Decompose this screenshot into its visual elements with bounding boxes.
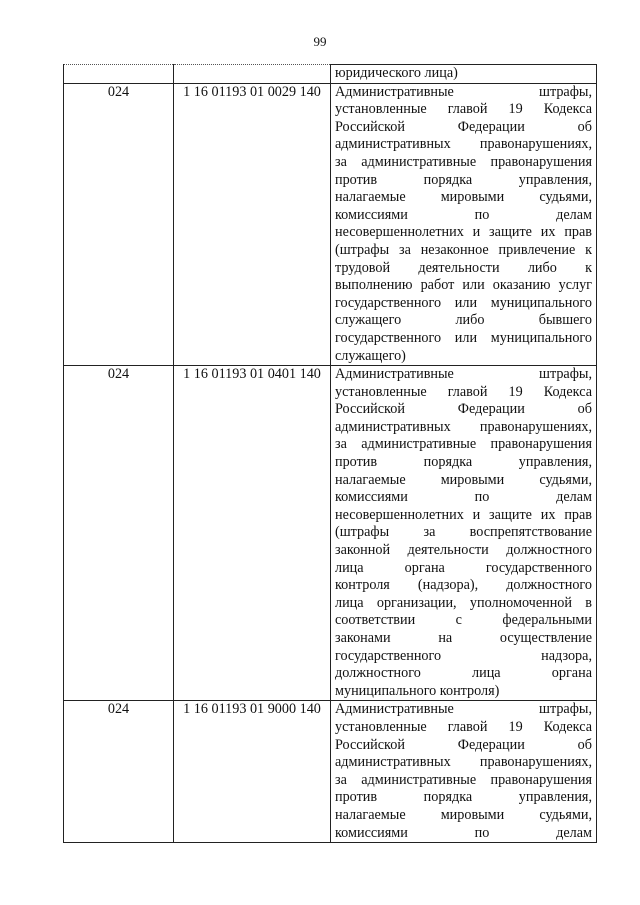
description-line: установленные главой 19 Кодекса [335, 101, 592, 118]
admin-code-cell: 024 [64, 366, 174, 701]
description-line: служащего либо бывшего [335, 312, 592, 329]
table-row [64, 701, 597, 843]
description-line: против порядка управления, [335, 789, 592, 806]
description-line: законами на осуществление [335, 630, 592, 646]
description-line: за административные правонарушения [335, 771, 592, 788]
description-line: административных правонарушениях, [335, 754, 592, 771]
description-line: административных правонарушениях, [335, 418, 592, 435]
description-line: (штрафы за воспрепятствование [335, 524, 592, 541]
table-row [64, 366, 597, 701]
description-line: Административные штрафы, [335, 366, 592, 383]
description-cell [331, 65, 597, 84]
description-line: лица организации, уполномоченной в [335, 594, 592, 611]
kbk-code-cell: 1 16 01193 01 9000 140 [174, 701, 331, 843]
admin-code-cell [64, 65, 174, 84]
description-cell [331, 83, 597, 366]
description-line: Российской Федерации об [335, 118, 592, 135]
description-line: государственного или муниципального [335, 294, 592, 311]
description-line: законной деятельности должностного [335, 542, 592, 559]
description-line: контроля (надзора), должностного [335, 577, 592, 594]
description-line: против порядка управления, [335, 171, 592, 188]
description-line: государственного или муниципального [335, 329, 592, 346]
description-line: комиссиями по делам [335, 206, 592, 223]
description-line: за административные правонарушения [335, 153, 592, 170]
description-line: несовершеннолетних и защите их прав [335, 506, 592, 523]
description-line: соответствии с федеральными [335, 612, 592, 629]
description-line: налагаемые мировыми судьями, [335, 471, 592, 488]
description-line: установленные главой 19 Кодекса [335, 718, 592, 735]
admin-code-cell: 024 [64, 701, 174, 843]
description-line: налагаемые мировыми судьями, [335, 189, 592, 206]
budget-classification-table [63, 64, 597, 843]
description-line: юридического лица) [335, 65, 458, 81]
description-line: установленные главой 19 Кодекса [335, 383, 592, 400]
description-line: (штрафы за незаконное привлечение к [335, 241, 592, 258]
table-row [64, 83, 597, 366]
description-line: против порядка управления, [335, 454, 592, 471]
page-number: 99 [313, 34, 327, 49]
description-line: комиссиями по делам [335, 824, 592, 841]
kbk-code-cell [174, 65, 331, 84]
description-line: налагаемые мировыми судьями, [335, 806, 592, 823]
description-line: административных правонарушениях, [335, 136, 592, 153]
description-line: лица органа государственного [335, 559, 592, 576]
description-cell [331, 366, 597, 701]
description-line: несовершеннолетних и защите их прав [335, 224, 592, 241]
description-line: трудовой деятельности либо к [335, 259, 592, 276]
kbk-code-cell: 1 16 01193 01 0401 140 [174, 366, 331, 701]
description-cell [331, 701, 597, 843]
description-line: Российской Федерации об [335, 401, 592, 418]
table-row [64, 65, 597, 84]
description-line: Административные штрафы, [335, 701, 592, 718]
description-line: выполнению работ или оказанию услуг [335, 277, 592, 294]
description-line: государственного надзора, [335, 647, 592, 664]
table-body [64, 65, 597, 843]
description-line: должностного лица органа [335, 665, 592, 682]
description-line: служащего) [335, 347, 406, 364]
description-line: муниципального контроля) [335, 682, 500, 699]
description-line: Административные штрафы, [335, 83, 592, 100]
admin-code-cell: 024 [64, 83, 174, 366]
kbk-code-cell: 1 16 01193 01 0029 140 [174, 83, 331, 366]
description-line: Российской Федерации об [335, 736, 592, 753]
description-line: за административные правонарушения [335, 436, 592, 453]
description-line: комиссиями по делам [335, 489, 592, 506]
